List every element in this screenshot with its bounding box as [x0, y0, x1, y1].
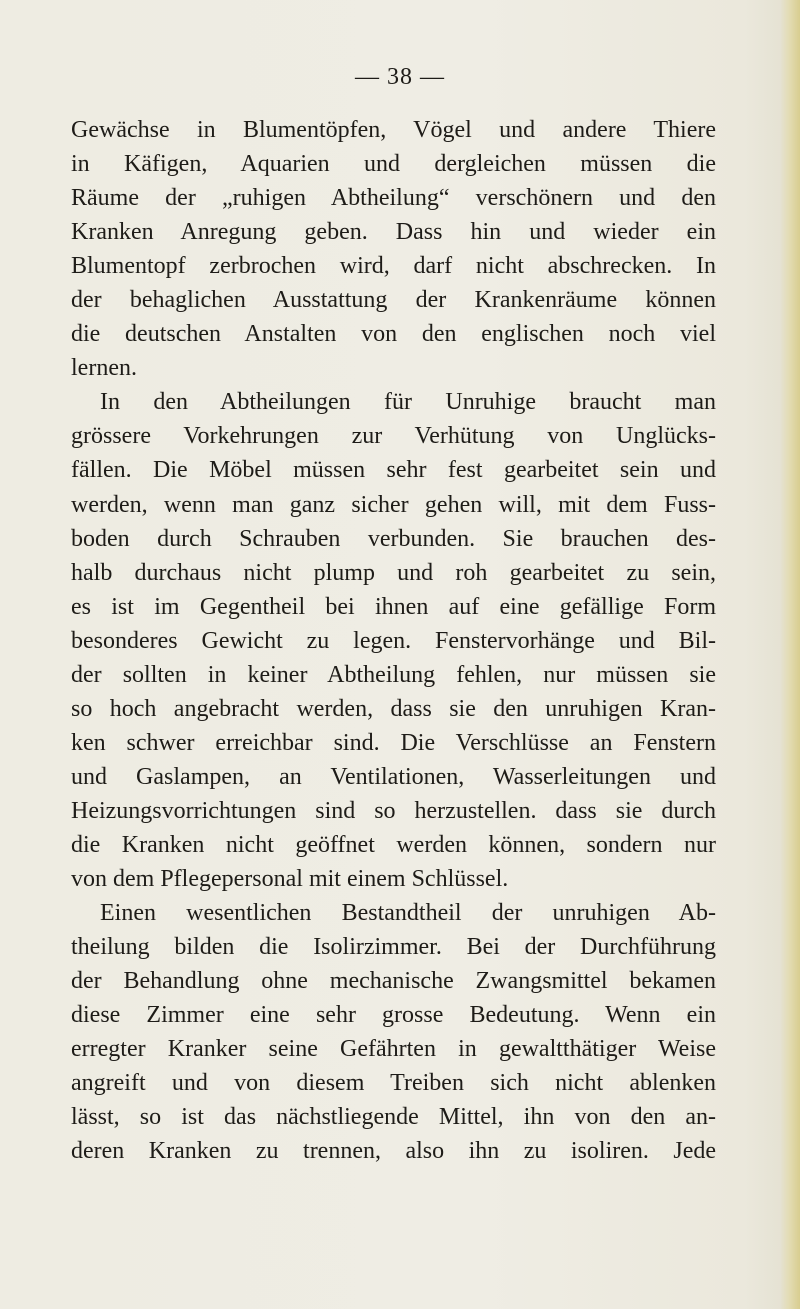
- text-line: der sollten in keiner Abtheilung fehlen, nur müssen sie: [71, 661, 716, 688]
- text-line: der behaglichen Ausstattung der Krankenräume können: [71, 287, 716, 314]
- text-line: es ist im Gegentheil bei ihnen auf eine gefällige Form: [71, 593, 716, 620]
- text-line: Gewächse in Blumentöpfen, Vögel und andere Thiere: [71, 117, 716, 143]
- text-line: grössere Vorkehrungen zur Verhütung von Unglücks-: [71, 423, 716, 450]
- text-line: lässt, so ist das nächstliegende Mittel, ihn von den an-: [71, 1104, 716, 1131]
- text-line: fällen. Die Möbel müssen sehr fest gearbeitet sein und: [71, 457, 716, 484]
- text-line: halb durchaus nicht plump und roh gearbeitet zu sein,: [71, 559, 716, 586]
- text-line: theilung bilden die Isolirzimmer. Bei der Durchführung: [71, 934, 716, 961]
- text-line: der Behandlung ohne mechanische Zwangsmittel bekamen: [71, 968, 716, 995]
- text-line: so hoch angebracht werden, dass sie den unruhigen Kran-: [71, 695, 716, 722]
- text-line: boden durch Schrauben verbunden. Sie brauchen des-: [71, 525, 716, 552]
- text-line: ken schwer erreichbar sind. Die Verschlüsse an Fenstern: [71, 729, 716, 756]
- text-line: und Gaslampen, an Ventilationen, Wasserleitungen und: [71, 763, 716, 790]
- paragraph-start-line: Einen wesentlichen Bestandtheil der unruhigen Ab-: [100, 900, 716, 927]
- text-line: erregter Kranker seine Gefährten in gewaltthätiger Weise: [71, 1036, 716, 1063]
- text-line: werden, wenn man ganz sicher gehen will, mit dem Fuss-: [71, 491, 716, 518]
- text-line: angreift und von diesem Treiben sich nicht ablenken: [71, 1070, 716, 1097]
- text-line: Räume der „ruhigen Abtheilung“ verschönern und den: [71, 185, 716, 212]
- text-line: diese Zimmer eine sehr grosse Bedeutung. Wenn ein: [71, 1002, 716, 1029]
- paragraph-end-line: lernen.: [71, 355, 137, 382]
- page-number: — 38 —: [355, 64, 445, 90]
- paragraph-end-line: von dem Pflegepersonal mit einem Schlüssel.: [71, 866, 509, 893]
- text-line: Blumentopf zerbrochen wird, darf nicht abschrecken. In: [71, 253, 716, 280]
- paragraph-start-line: In den Abtheilungen für Unruhige braucht man: [100, 389, 716, 416]
- text-line: Heizungsvorrichtungen sind so herzustellen. dass sie durch: [71, 797, 716, 824]
- page-edge-shading: [780, 0, 800, 1309]
- text-line: die deutschen Anstalten von den englischen noch viel: [71, 321, 716, 348]
- text-line: die Kranken nicht geöffnet werden können, sondern nur: [71, 831, 716, 858]
- body-text: [71, 113, 716, 1168]
- text-line: besonderes Gewicht zu legen. Fenstervorhänge und Bil-: [71, 627, 716, 654]
- text-line: deren Kranken zu trennen, also ihn zu isoliren. Jede: [71, 1138, 716, 1165]
- text-line: Kranken Anregung geben. Dass hin und wieder ein: [71, 219, 716, 246]
- text-line: in Käfigen, Aquarien und dergleichen müssen die: [71, 151, 716, 178]
